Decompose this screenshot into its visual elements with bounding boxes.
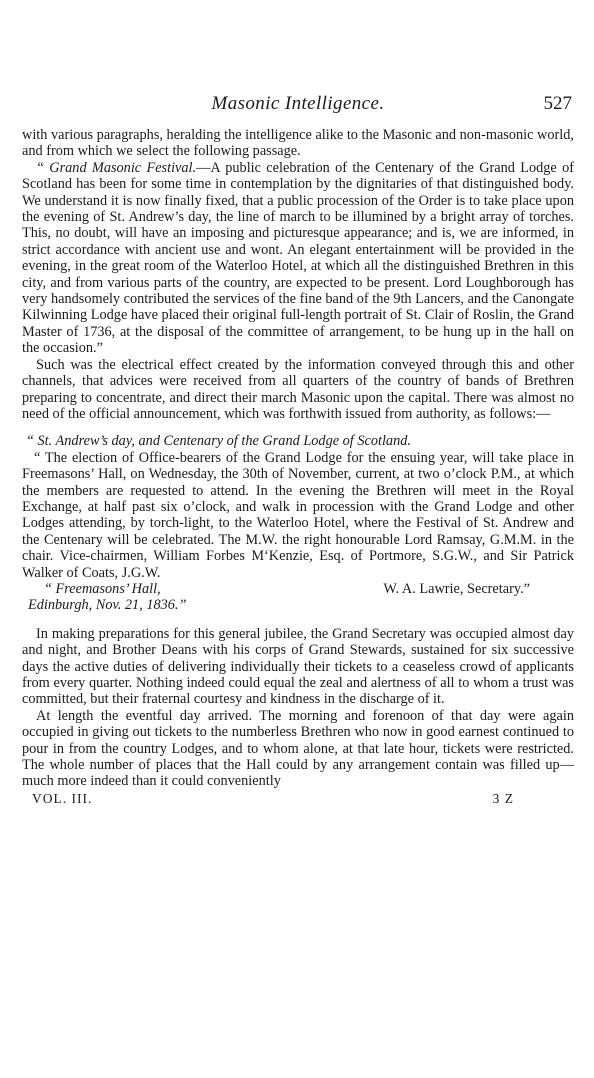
notice-place: “ Freemasons’ Hall, [44, 580, 161, 597]
page-number: 527 [543, 93, 572, 114]
paragraph-continuation: with various paragraphs, heralding the intelligence alike to the Masonic and non-masonic world, and from which we select the following passage. [22, 127, 574, 160]
signature-mark: 3 Z [492, 790, 514, 806]
page-header [22, 93, 574, 127]
notice-date: Edinburgh, Nov. 21, 1836.” [28, 597, 187, 614]
notice-signatory: W. A. Lawrie, Secretary.” [383, 580, 530, 597]
volume-mark: VOL. III. [32, 790, 93, 806]
running-title: Masonic Intelligence. [211, 93, 385, 114]
page-footer [22, 791, 574, 807]
paragraph-preparations: In making preparations for this general jubilee, the Grand Secretary was occupied almost day and night, and Brother Deans with his corps of Grand Stewards, sustained for six successive days the active duties of delivering individually their tickets to a ceaseless crowd of applicants from every quarter. Nothing indeed could equal the zeal and alertness of all to whom a trust was committed, but their fraternal courtesy and kindness in the discharge of it. [22, 625, 574, 708]
notice-body: “ The election of Office-bearers of the Grand Lodge for the ensuing year, will take place in Freemasons’ Hall, on Wednesday, the 30th of November, current, at two o’clock P.M., at which the members are requested to attend. In the evening the Brethren will meet in the Royal Exchange, at half past six o’clock, and walk in procession with the Grand Lodge and other Lodges attending, by torch-light, to the Waterloo Hotel, where the Festival of St. Andrew and the Centenary will be celebrated. The M.W. the right honourable Lord Ramsay, G.M.M. in the chair. Vice-chairmen, William Forbes M‘Kenzie, Esq. of Portmore, S.G.W., and Sir Patrick Walker of Coats, J.G.W. [22, 449, 574, 581]
festival-text: —A public celebration of the Centenary of the Grand Lodge of Scotland has been for some time in contemplation by the dignitaries of that distinguished body. We understand it is now finally fixed, that a public procession of the Order is to take place upon the evening of St. Andrew’s day, the line of march to be illumined by a bright array of torches. This, no doubt, will have an imposing and picturesque appearance; and is, we are informed, in strict accordance with ancient use and wont. An elegant entertainment will be provided in the evening, in the great room of the Waterloo Hotel, at which all the distinguished Brethren in this city, and from various parts of the country, are expected to be present. Lord Loughborough has very handsomely contributed the services of the fine band of the 9th Lancers, and the Canongate Kilwinning Lodge have placed their original full-length portrait of St. Clair of Roslin, the Grand Master of 1736, at the disposal of the committee of arrangement, to be hung up in the hall on the occasion.” [22, 159, 575, 357]
paragraph-electrical-effect: Such was the electrical effect created by the information conveyed through this and other channels, that advices were received from all quarters of the country of bands of Brethren preparing to concentrate, and direct their march Masonic upon the capital. There was almost no need of the official announcement, which was forthwith issued from authority, as follows:— [22, 356, 574, 422]
notice-heading: “ St. Andrew’s day, and Centenary of the Grand Lodge of Scotland. [26, 433, 411, 450]
notice-signature-line [22, 581, 574, 597]
paragraph-quoted-passage [22, 160, 574, 357]
paragraph-eventful-day: At length the eventful day arrived. The morning and forenoon of that day were again occupied in giving out tickets to the numberless Brethren who now in good earnest continued to pour in from the country Lodges, and to whom alone, at that late hour, tickets were restricted. The whole number of places that the Hall could by any arrangement contain was filled up—much more indeed than it could conveniently [22, 707, 574, 790]
section-gap [22, 614, 574, 626]
page-body [22, 127, 574, 790]
festival-title: “ Grand Masonic Festival. [36, 159, 197, 176]
